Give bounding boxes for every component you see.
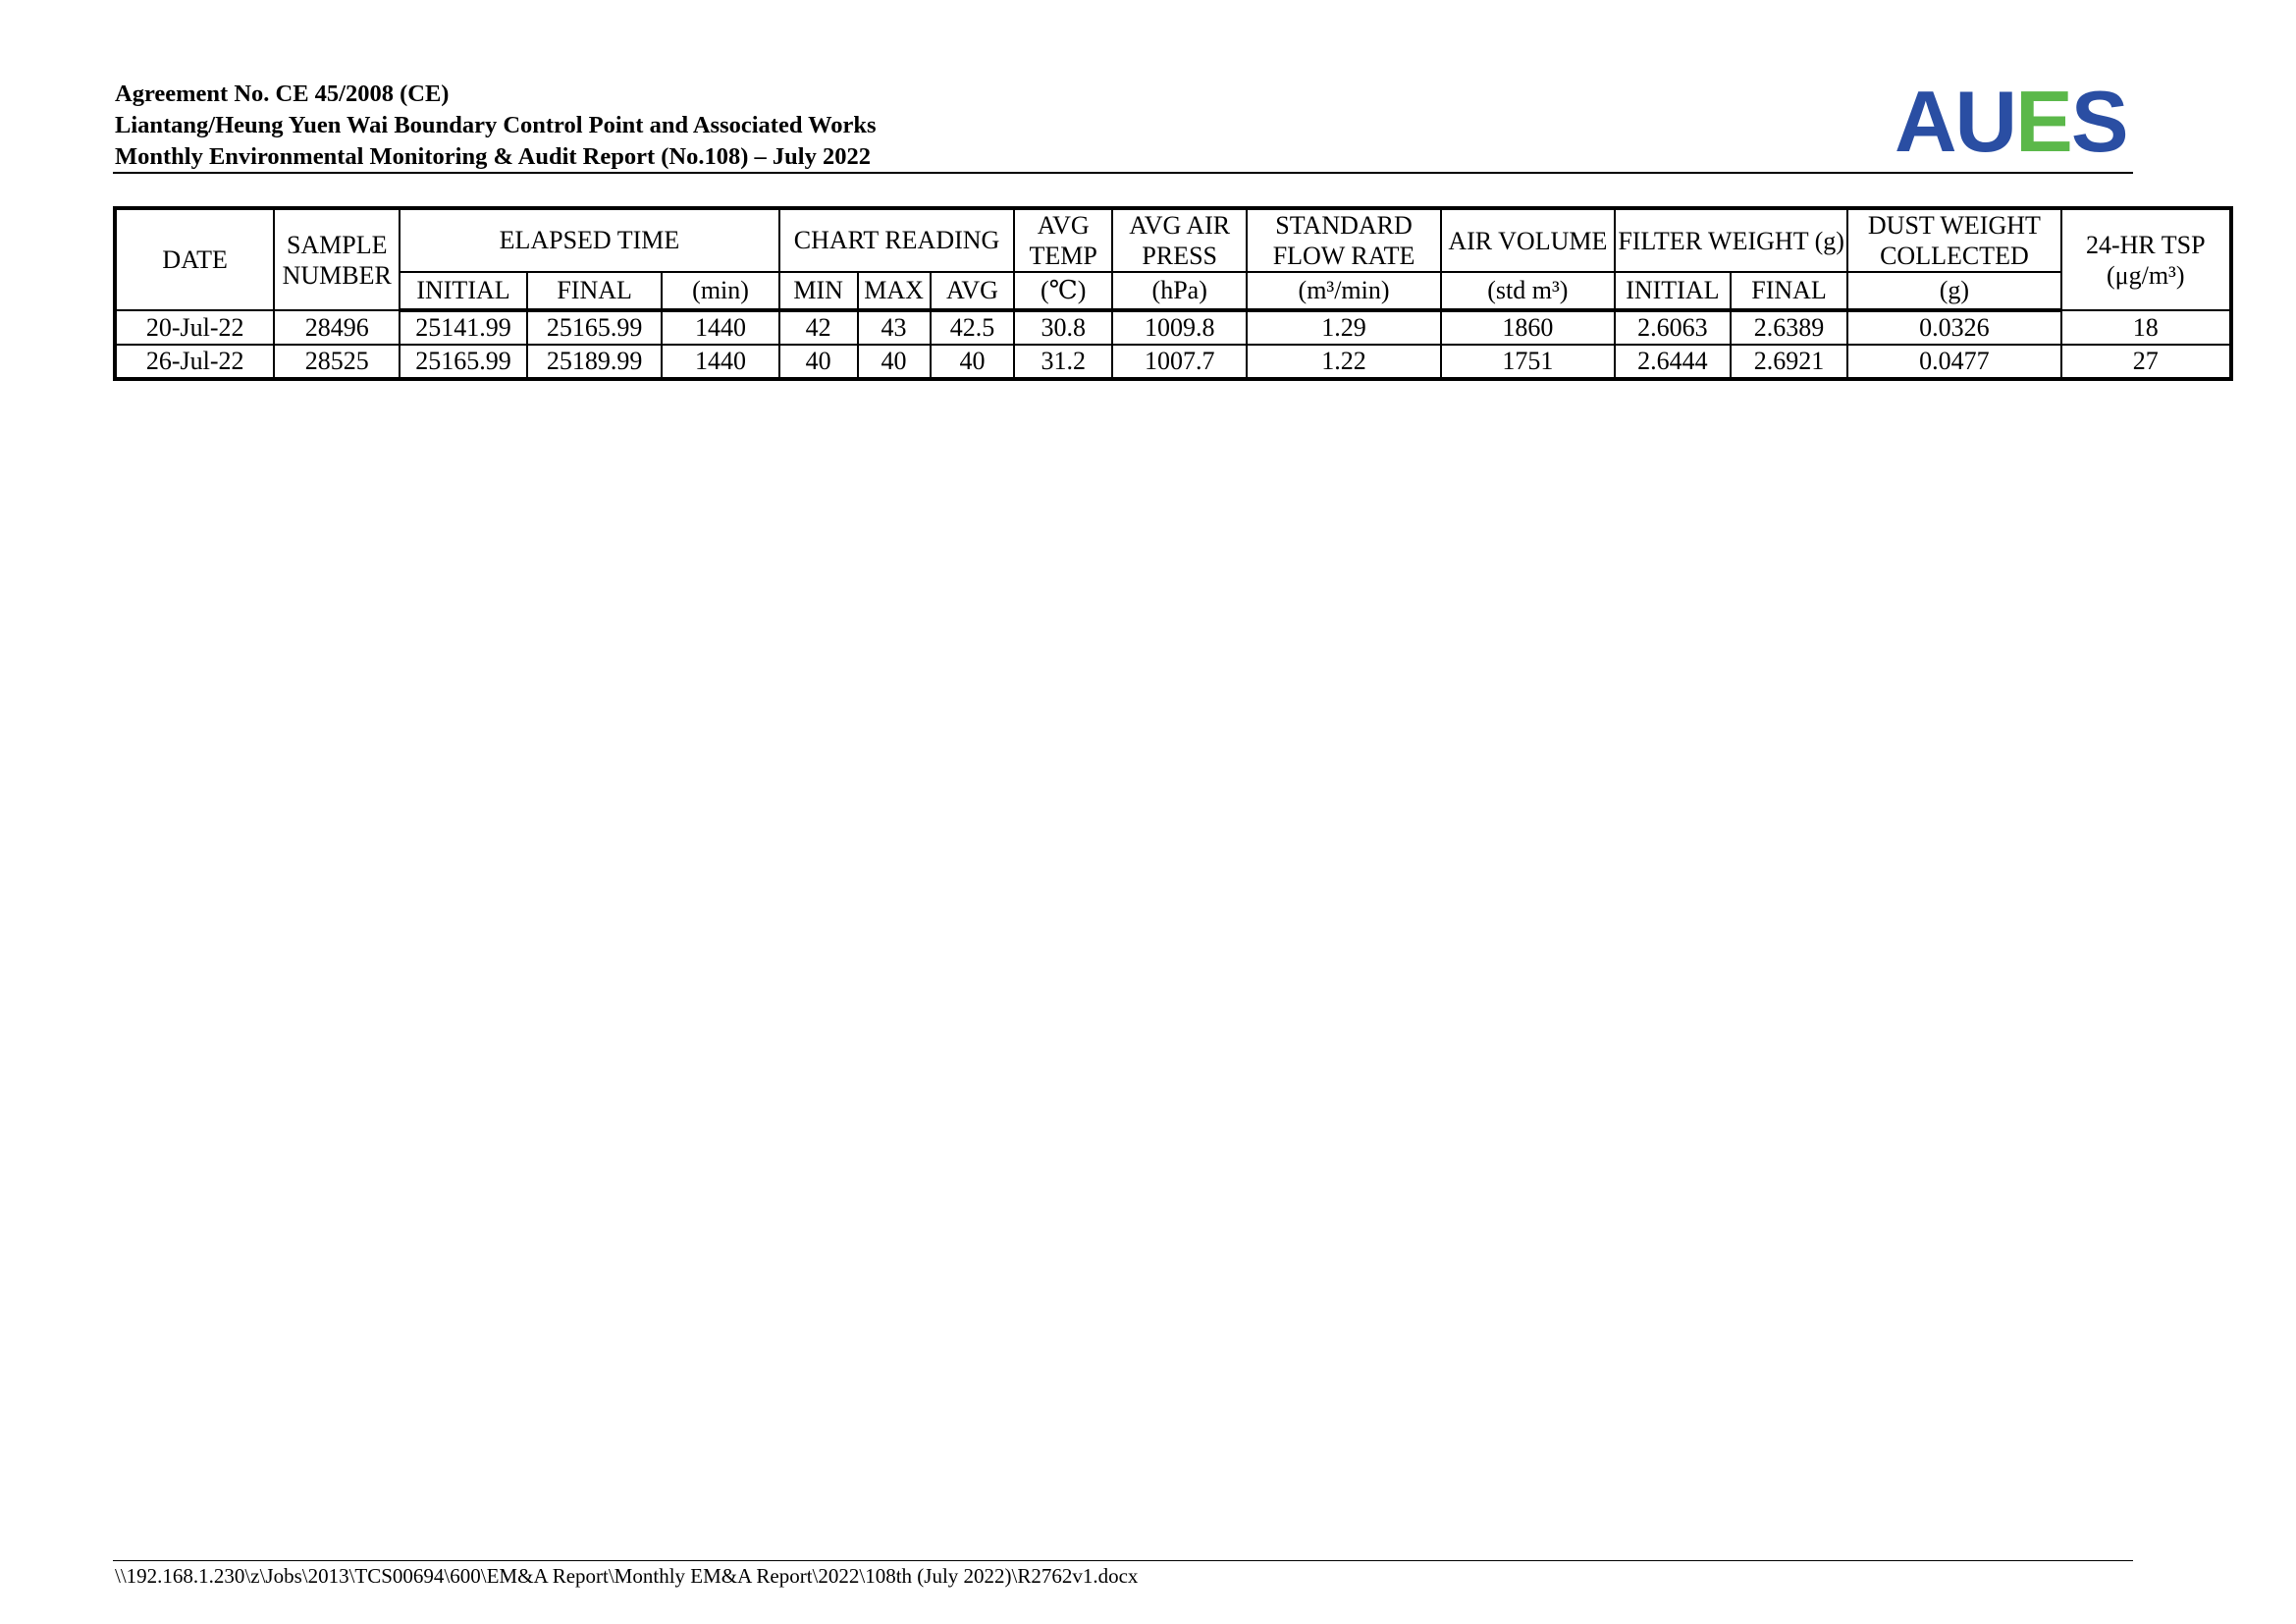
header-volume-unit: (std m³) — [1441, 272, 1615, 310]
cell-sample-number: 28525 — [274, 345, 400, 379]
cell-air-volume: 1751 — [1441, 345, 1615, 379]
table-row — [115, 345, 2231, 379]
aues-logo: AUES — [1895, 73, 2127, 170]
cell-dust-weight: 0.0477 — [1847, 345, 2060, 379]
header-flow-unit: (m³/min) — [1247, 272, 1440, 310]
document-path: \\192.168.1.230\z\Jobs\2013\TCS00694\600\EM&A Report\Monthly EM&A Report\2022\108th (July 2022)\R2762v1.docx — [115, 1564, 1139, 1588]
cell-chart-avg: 40 — [931, 345, 1015, 379]
cell-elapsed-min: 1440 — [662, 310, 778, 345]
header-avg-air-press: AVG AIR PRESS — [1112, 208, 1247, 272]
cell-flow-rate: 1.22 — [1247, 345, 1440, 379]
header-filter-final: FINAL — [1731, 272, 1848, 310]
table-row — [115, 310, 2231, 345]
cell-filter-initial: 2.6063 — [1615, 310, 1731, 345]
header-sample-number: SAMPLE NUMBER — [274, 208, 400, 310]
header-date: DATE — [115, 208, 274, 310]
cell-avg-press: 1009.8 — [1112, 310, 1247, 345]
report-header — [115, 79, 877, 173]
cell-chart-min: 40 — [779, 345, 858, 379]
cell-avg-temp: 30.8 — [1014, 310, 1112, 345]
header-standard-flow-rate: STANDARD FLOW RATE — [1247, 208, 1440, 272]
cell-chart-min: 42 — [779, 310, 858, 345]
header-avg-temp: AVG TEMP — [1014, 208, 1112, 272]
header-press-unit: (hPa) — [1112, 272, 1247, 310]
header-chart-max: MAX — [858, 272, 931, 310]
header-filter-initial: INITIAL — [1615, 272, 1731, 310]
cell-24hr-tsp: 27 — [2061, 345, 2231, 379]
cell-filter-initial: 2.6444 — [1615, 345, 1731, 379]
cell-avg-press: 1007.7 — [1112, 345, 1247, 379]
cell-24hr-tsp: 18 — [2061, 310, 2231, 345]
cell-elapsed-min: 1440 — [662, 345, 778, 379]
header-dust-weight: DUST WEIGHT COLLECTED — [1847, 208, 2060, 272]
cell-elapsed-initial: 25165.99 — [400, 345, 527, 379]
header-chart-min: MIN — [779, 272, 858, 310]
header-chart-avg: AVG — [931, 272, 1015, 310]
header-elapsed-min: (min) — [662, 272, 778, 310]
header-temp-unit: (℃) — [1014, 272, 1112, 310]
agreement-number: Agreement No. CE 45/2008 (CE) — [115, 81, 450, 107]
cell-filter-final: 2.6389 — [1731, 310, 1848, 345]
report-title: Monthly Environmental Monitoring & Audit Report (No.108) – July 2022 — [115, 143, 871, 170]
header-24hr-tsp: 24-HR TSP (μg/m³) — [2061, 208, 2231, 310]
header-elapsed-time: ELAPSED TIME — [400, 208, 779, 272]
cell-elapsed-final: 25189.99 — [527, 345, 663, 379]
header-dust-unit: (g) — [1847, 272, 2060, 310]
table-header-row-2 — [115, 272, 2231, 310]
header-rule — [113, 172, 2133, 174]
cell-sample-number: 28496 — [274, 310, 400, 345]
header-air-volume: AIR VOLUME — [1441, 208, 1615, 272]
cell-chart-max: 43 — [858, 310, 931, 345]
header-elapsed-final: FINAL — [527, 272, 663, 310]
cell-filter-final: 2.6921 — [1731, 345, 1848, 379]
cell-chart-avg: 42.5 — [931, 310, 1015, 345]
project-title: Liantang/Heung Yuen Wai Boundary Control Point and Associated Works — [115, 112, 877, 138]
tsp-monitoring-table — [113, 206, 2233, 381]
cell-air-volume: 1860 — [1441, 310, 1615, 345]
header-filter-weight: FILTER WEIGHT (g) — [1615, 208, 1847, 272]
cell-elapsed-final: 25165.99 — [527, 310, 663, 345]
footer-rule — [113, 1560, 2133, 1561]
header-elapsed-initial: INITIAL — [400, 272, 527, 310]
cell-flow-rate: 1.29 — [1247, 310, 1440, 345]
cell-elapsed-initial: 25141.99 — [400, 310, 527, 345]
cell-chart-max: 40 — [858, 345, 931, 379]
cell-date: 20-Jul-22 — [115, 310, 274, 345]
cell-date: 26-Jul-22 — [115, 345, 274, 379]
cell-dust-weight: 0.0326 — [1847, 310, 2060, 345]
header-chart-reading: CHART READING — [779, 208, 1015, 272]
table-header-row-1 — [115, 208, 2231, 272]
cell-avg-temp: 31.2 — [1014, 345, 1112, 379]
